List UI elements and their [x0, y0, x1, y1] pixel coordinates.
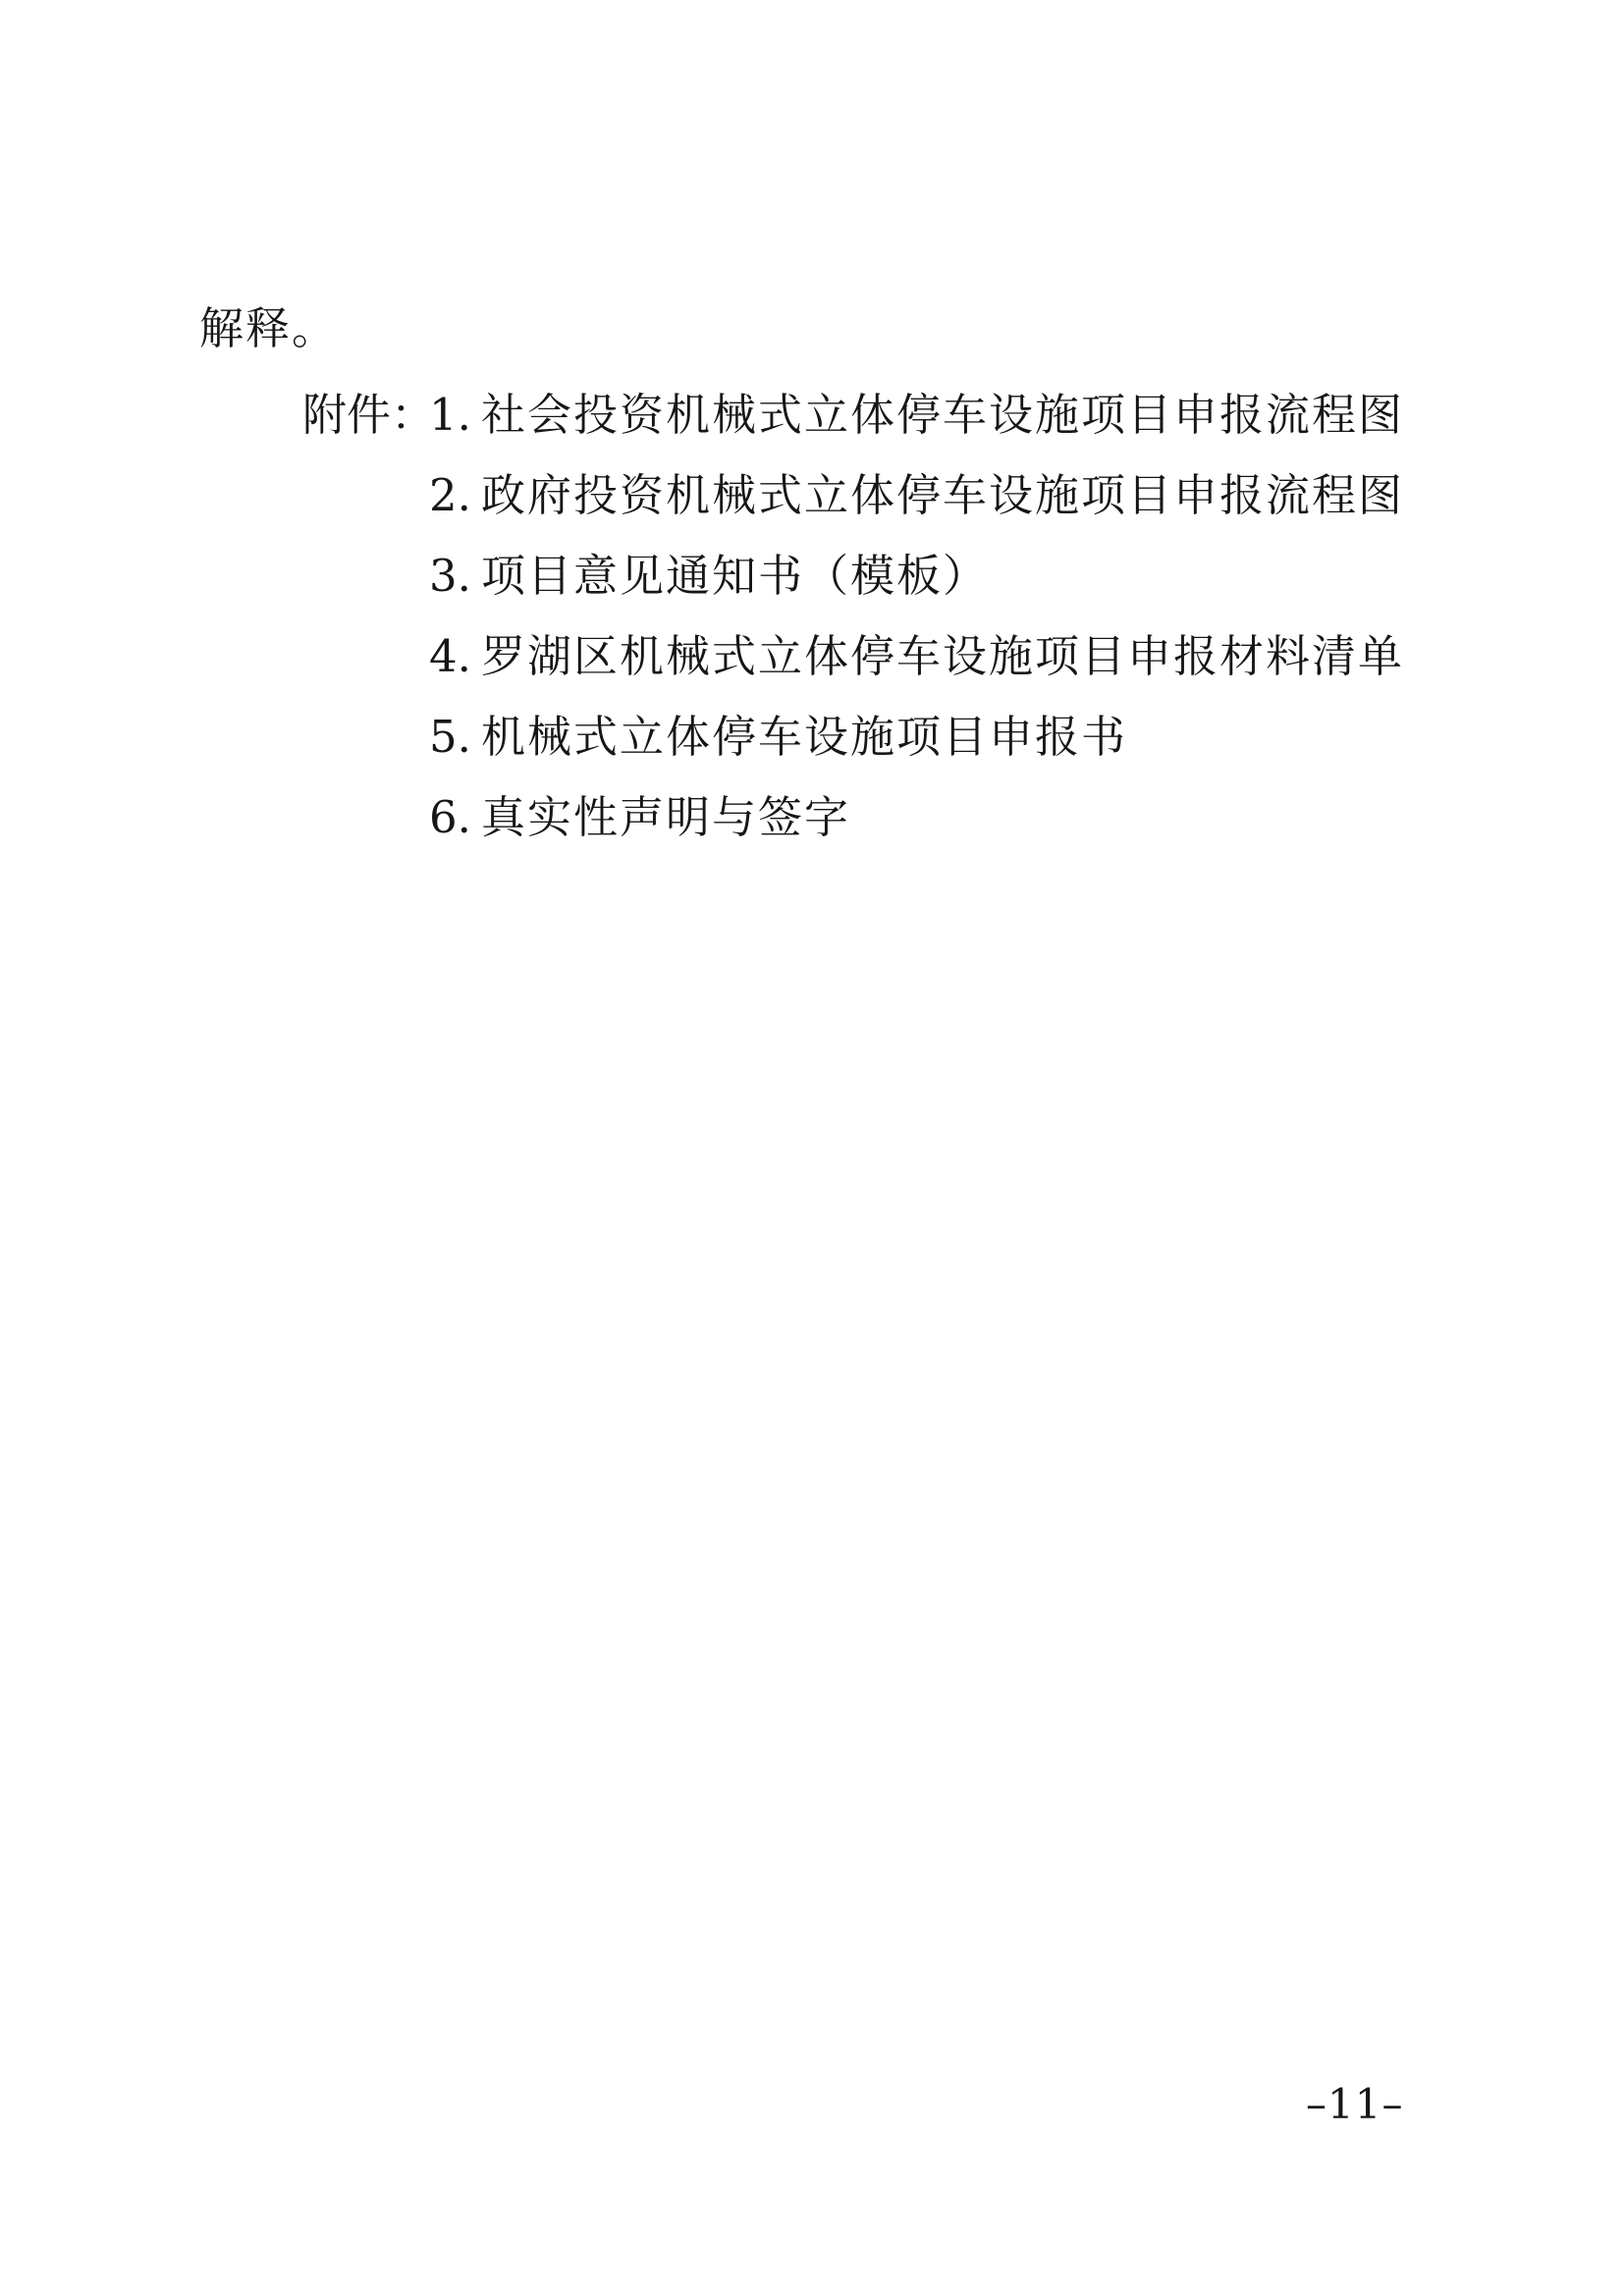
attachment-item-4 [429, 632, 1404, 681]
attachment-item-3 [429, 552, 989, 601]
attachment-number: 1. [429, 389, 471, 441]
attachment-title: 机械式立体停车设施项目申报书 [480, 711, 1127, 763]
page-number: –11– [1306, 2080, 1404, 2128]
attachment-number: 2. [429, 469, 471, 521]
closing-text: 解释。 [199, 302, 339, 354]
attachment-title: 真实性声明与签字 [480, 791, 850, 843]
attachment-title: 罗湖区机械式立体停车设施项目申报材料清单 [480, 630, 1404, 682]
attachment-item-1 [429, 391, 1404, 440]
attachment-title: 项目意见通知书（模板） [480, 550, 989, 602]
attachment-item-2 [429, 471, 1404, 520]
attachment-number: 4. [429, 630, 471, 682]
attachments-label: 附件： [302, 389, 436, 441]
attachment-title: 社会投资机械式立体停车设施项目申报流程图 [480, 389, 1404, 441]
attachment-item-6 [429, 793, 850, 842]
attachment-number: 3. [429, 550, 471, 602]
attachment-number: 5. [429, 711, 471, 763]
attachment-title: 政府投资机械式立体停车设施项目申报流程图 [480, 469, 1404, 521]
attachment-number: 6. [429, 791, 471, 843]
attachment-item-5 [429, 713, 1127, 762]
